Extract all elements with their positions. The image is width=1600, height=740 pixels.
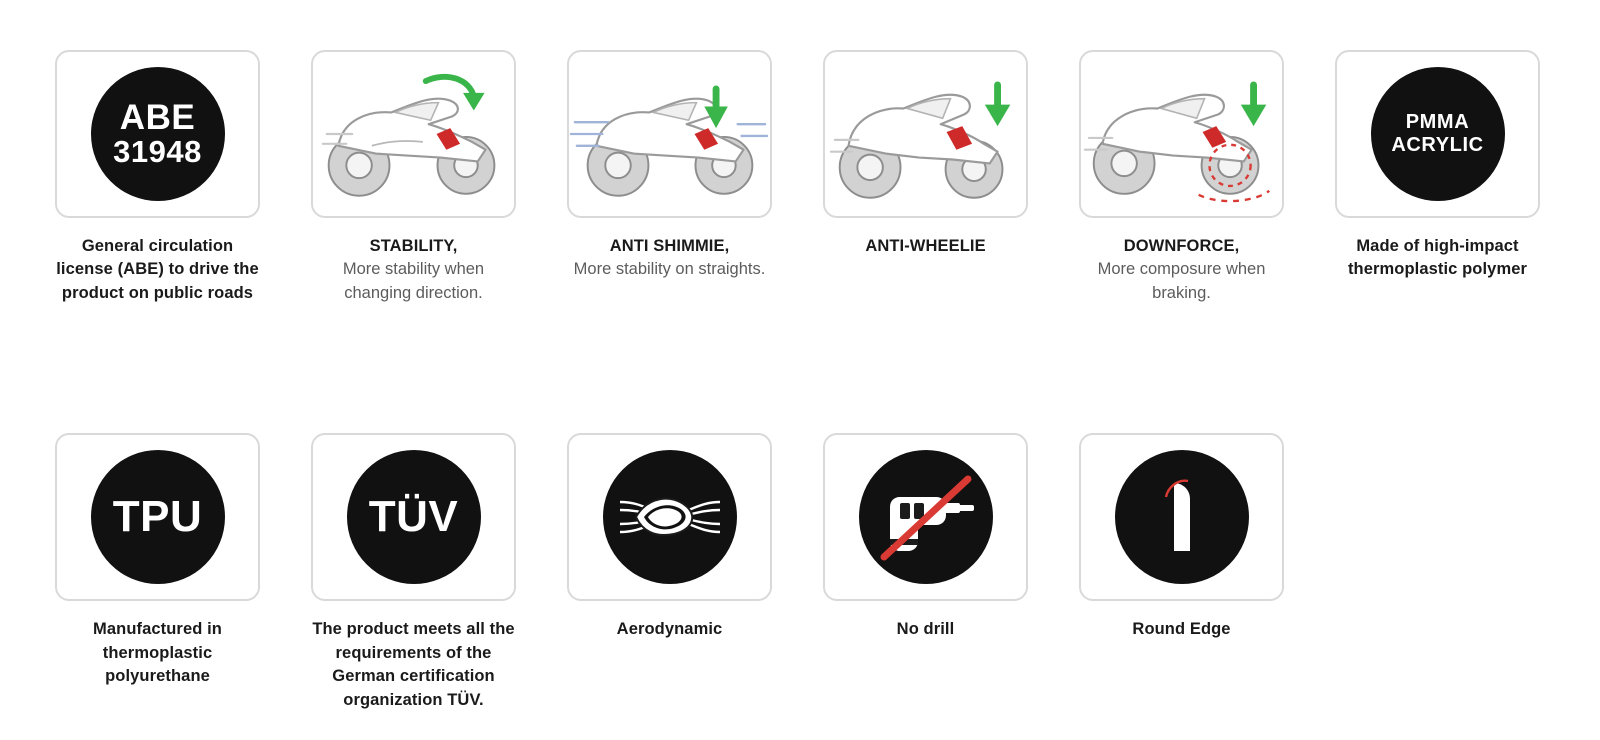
feature-subtitle: More composure when braking. <box>1097 260 1266 302</box>
feature-caption <box>1079 235 1284 305</box>
feature-round-edge <box>1079 433 1284 641</box>
feature-row-2 <box>55 433 1545 712</box>
feature-caption <box>1335 235 1540 282</box>
feature-tuv <box>311 433 516 712</box>
motorcycle-downforce-icon <box>1081 50 1282 218</box>
rounded-corner-icon <box>1126 461 1238 573</box>
feature-caption <box>55 235 260 305</box>
feature-tile <box>1079 50 1284 218</box>
feature-title: DOWNFORCE, <box>1123 237 1240 255</box>
feature-title: ANTI-WHEELIE <box>865 237 986 255</box>
feature-title: General circulation license (ABE) to drive the product on public roads <box>56 237 259 302</box>
pmma-acrylic-badge-icon <box>1371 67 1505 201</box>
feature-title: STABILITY, <box>369 237 458 255</box>
tpu-badge-icon <box>91 450 225 584</box>
feature-caption <box>311 235 516 305</box>
feature-title: Manufactured in thermoplastic polyurethane <box>93 620 222 686</box>
feature-title: Round Edge <box>1132 620 1231 639</box>
feature-tile <box>567 50 772 218</box>
feature-stability <box>311 50 516 305</box>
no-drill-icon <box>859 450 993 584</box>
motorcycle-stability-icon <box>313 50 514 218</box>
aerodynamic-airflow-icon <box>603 450 737 584</box>
feature-tile <box>823 433 1028 601</box>
feature-tile <box>1079 433 1284 601</box>
feature-caption <box>823 618 1028 641</box>
feature-caption <box>567 618 772 641</box>
feature-title: Aerodynamic <box>616 620 723 639</box>
badge-line-2: 31948 <box>113 133 202 169</box>
feature-aerodynamic <box>567 433 772 641</box>
feature-pmma <box>1335 50 1540 282</box>
feature-downforce <box>1079 50 1284 305</box>
feature-subtitle: More stability when changing direction. <box>342 260 485 302</box>
tuv-badge-icon <box>347 450 481 584</box>
feature-tpu <box>55 433 260 688</box>
feature-caption <box>823 235 1028 258</box>
feature-title: No drill <box>896 620 955 639</box>
airflow-lines-icon <box>614 472 726 562</box>
drill-crossed-icon <box>870 467 982 567</box>
feature-tile <box>55 50 260 218</box>
feature-title: The product meets all the requirements of the German certification organization TÜV. <box>312 620 515 709</box>
badge-line-1: ABE <box>119 97 196 137</box>
feature-caption <box>55 618 260 688</box>
feature-title: Made of high-impact thermoplastic polymer <box>1347 237 1528 279</box>
feature-no-drill <box>823 433 1028 641</box>
feature-subtitle: More stability on straights. <box>573 260 766 279</box>
abe-badge-icon <box>91 67 225 201</box>
feature-tile <box>567 433 772 601</box>
feature-tile <box>311 433 516 601</box>
feature-tile <box>311 50 516 218</box>
badge-line-2: ACRYLIC <box>1391 134 1484 156</box>
feature-row-1 <box>55 50 1545 305</box>
motorcycle-anti-shimmie-icon <box>569 50 770 218</box>
feature-abe <box>55 50 260 305</box>
feature-title: ANTI SHIMMIE, <box>609 237 730 255</box>
feature-anti-wheelie <box>823 50 1028 258</box>
round-edge-icon <box>1115 450 1249 584</box>
feature-caption <box>567 235 772 282</box>
feature-tile <box>823 50 1028 218</box>
feature-caption <box>1079 618 1284 641</box>
feature-tile <box>55 433 260 601</box>
badge-line-1: TPU <box>112 492 203 542</box>
feature-anti-shimmie <box>567 50 772 282</box>
badge-line-1: PMMA <box>1405 111 1470 133</box>
feature-tile <box>1335 50 1540 218</box>
motorcycle-anti-wheelie-icon <box>825 50 1026 218</box>
feature-caption <box>311 618 516 712</box>
badge-line-1: TÜV <box>368 492 459 542</box>
